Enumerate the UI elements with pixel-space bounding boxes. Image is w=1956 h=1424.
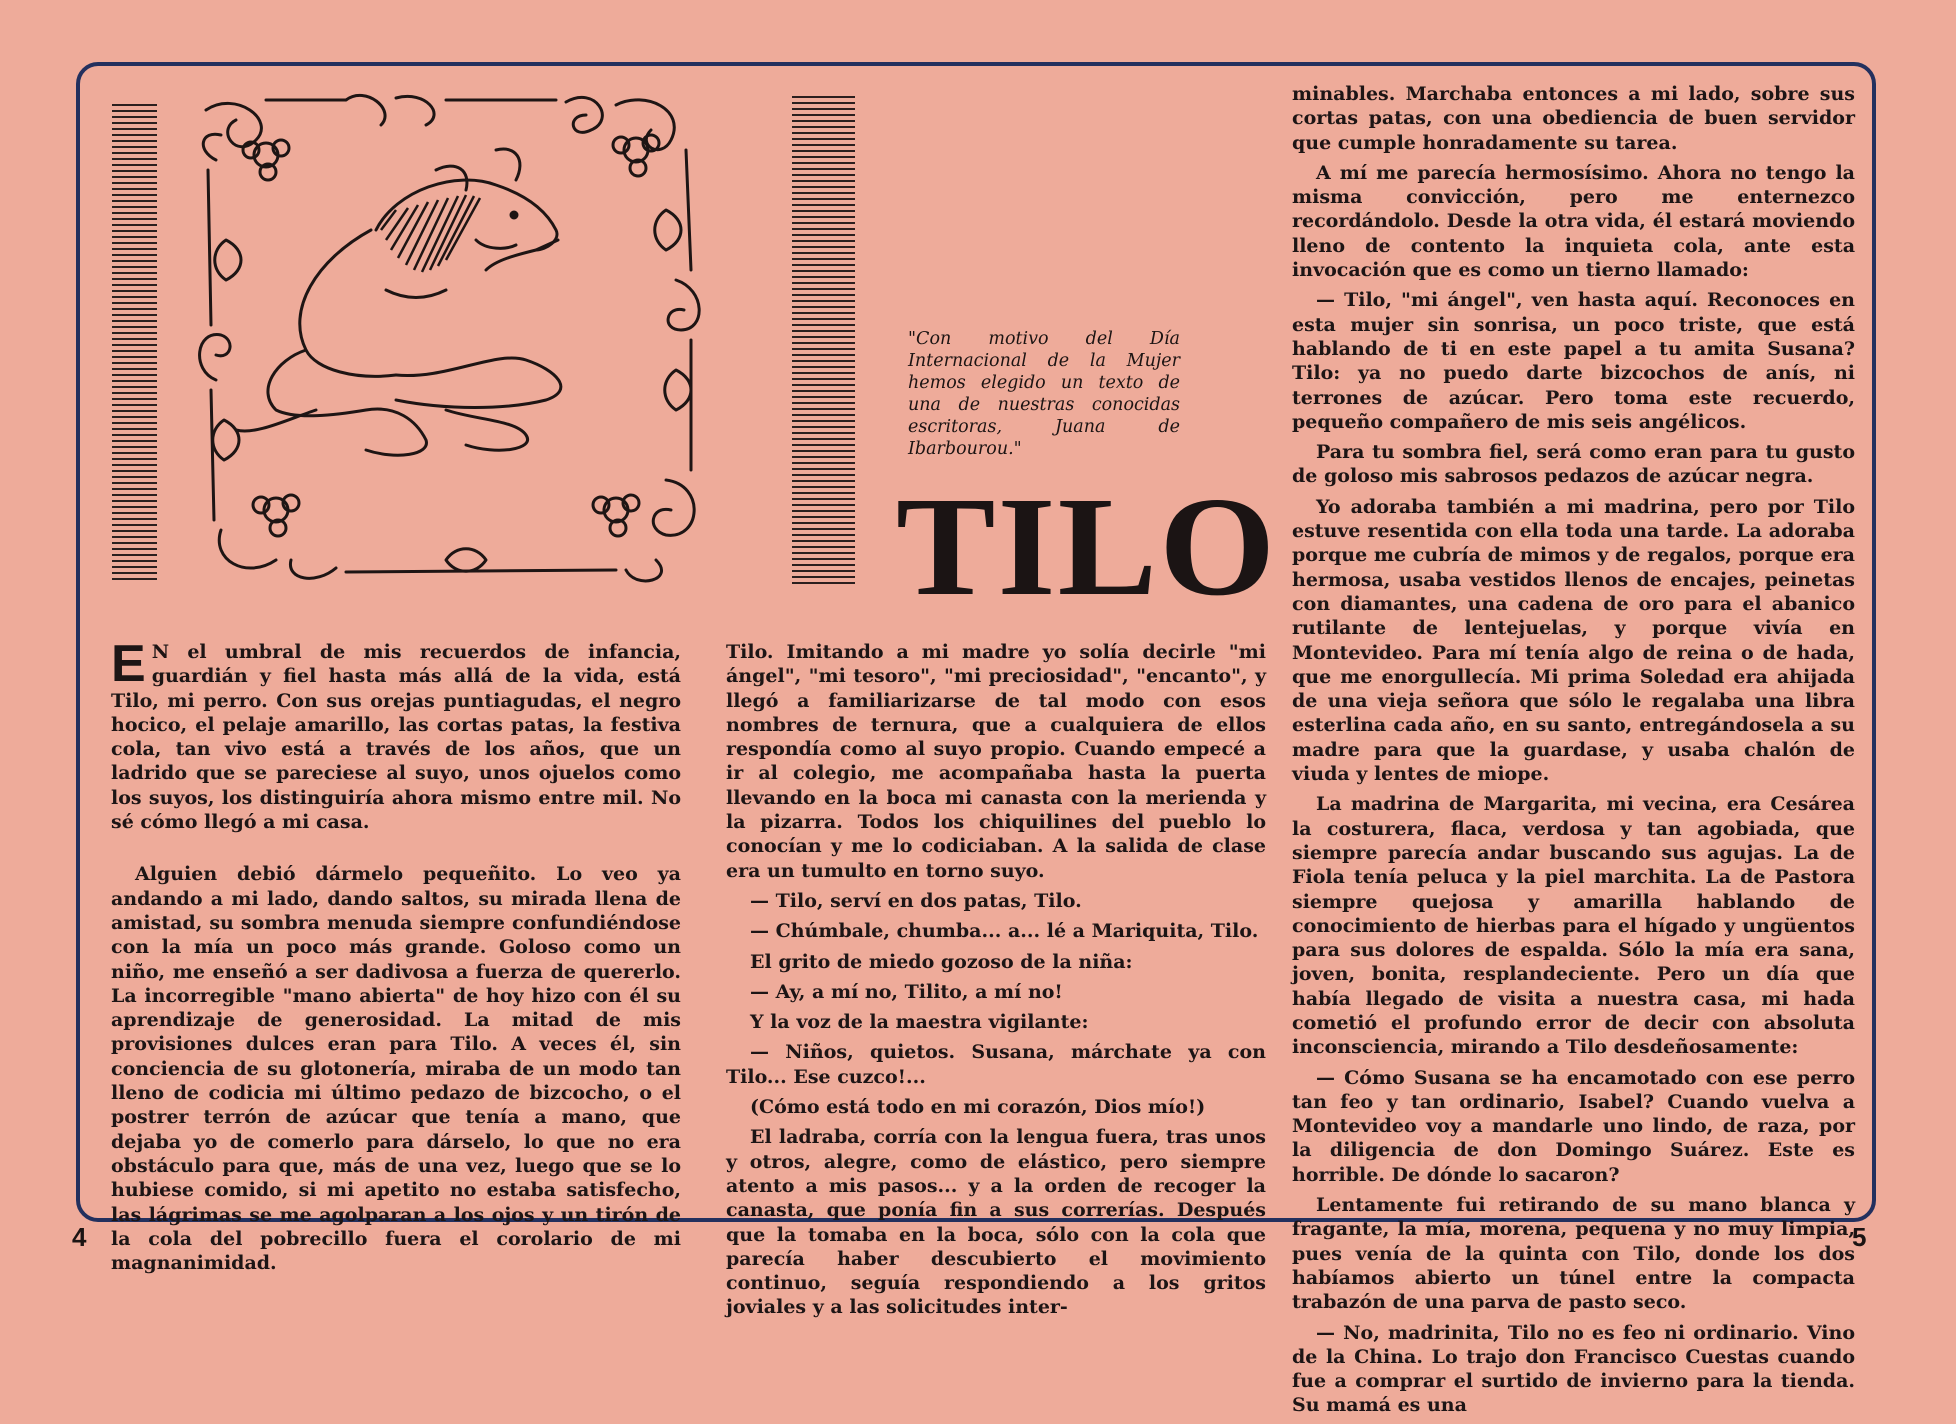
paragraph: A mí me parecía hermosísimo. Ahora no tengo la misma convicción, pero me enternezco recordándolo. Desde la otra vida, él estará moviendo lleno de contento la inquieta cola, ante esta invocación que es como un tierno llamado:	[1292, 161, 1855, 282]
paragraph: El ladraba, corría con la lengua fuera, tras unos y otros, alegre, como de elástico, pero siempre atento a mis pasos... y a la orden de recoger la canasta, que ponía fin a sus correrías. Después que la tomaba en la boca, sólo con la cola que parecía haber descubierto el movimiento continuo, seguía respondiendo a los gritos joviales y a las solicitudes inter-	[726, 1126, 1266, 1319]
paragraph: Para tu sombra fiel, será como eran para tu gusto de goloso mis sabrosos pedazos de azúcar negra.	[1292, 441, 1855, 488]
page-number-right: 5	[1852, 1222, 1867, 1252]
paragraph: Lentamente fui retirando de su mano blanca y fragante, la mía, morena, pequena y no muy limpia, pues venía de la quinta con Tilo, donde los dos habíamos abierto un túnel entre la compacta trabazón de una parva de pasto seco.	[1292, 1194, 1855, 1314]
paragraph: — Niños, quietos. Susana, márchate ya con Tilo... Ese cuzco!...	[726, 1041, 1266, 1088]
paragraph: Yo adoraba también a mi madrina, pero por Tilo estuve resentida con ella toda una tarde. La adoraba porque me cubría de mimos y de regalos, porque era hermosa, usaba vestidos llenos de encajes, peinetas con diamantes, una cadena de oro para el abanico rutilante de lentejuelas, y porque vivía en Montevideo. Para mí tenía algo de reina o de hada, que me enorgullecía. Mi prima Soledad era ahijada de una vieja señora que sólo le regalaba una libra esterlina cada año, en su santo, entregándosela a su madre para que la guardase, y usaba chalón de viuda y lentes de miope.	[1292, 495, 1855, 786]
paragraph: minables. Marchaba entonces a mi lado, sobre sus cortas patas, con una obediencia de buen servidor que cumple honradamente su tarea.	[1292, 83, 1855, 154]
dog-illustration-icon	[196, 90, 716, 590]
article-title: TILO	[896, 467, 1278, 625]
page-number-left: 4	[72, 1222, 87, 1252]
paragraph: Alguien debió dármelo pequeñito. Lo veo ya andando a mi lado, dando saltos, su mirada llena de amistad, su sombra menuda siempre confundiéndose con la mía un poco más grande. Goloso como un niño, me enseñó a ser dadivosa a fuerza de quererlo. La incorregible "mano abierta" de hoy hizo con él su aprendizaje de generosidad. La mitad de mis provisiones dulces eran para Tilo. A veces él, sin conciencia de su glotonería, miraba de un modo tan lleno de codicia mi último pedazo de bizcocho, o el postrer terrón de azúcar que tenía a mano, que dejaba yo de comerlo para dárselo, lo que no era obstáculo para que, más de una vez, luego que se lo hubiese comido, si mi apetito no estaba satisfecho, las lágrimas se me agolparan a los ojos y un tirón de la cola del pobrecillo fuera el corolario de mi magnanimidad.	[111, 863, 681, 1275]
paragraph: — Chúmbale, chumba... a... lé a Mariquita, Tilo.	[750, 920, 1259, 943]
dropcap: E	[111, 635, 146, 693]
paragraph: El grito de miedo gozoso de la niña:	[750, 950, 1133, 973]
text-column-1	[111, 635, 681, 1281]
intro-quote: "Con motivo del Día Internacional de la Mujer hemos elegido un texto de una de nuestras conocidas escritoras, Juana de Ibarbourou."	[908, 329, 1180, 459]
hatch-ornament-right	[792, 96, 882, 584]
paragraph: — No, madrinita, Tilo no es feo ni ordinario. Vino de la China. Lo trajo don Francisco Cuestas cuando fue a comprar el surtido de invierno para la tienda. Su mamá es una	[1292, 1321, 1855, 1417]
paragraph: N el umbral de mis recuerdos de infancia, guardián y fiel hasta más allá de la vida, está Tilo, mi perro. Con sus orejas puntiagudas, el negro hocico, el pelaje amarillo, las cortas patas, la festiva cola, tan vivo está a través de los años, que un ladrido que se pareciese al suyo, unos ojuelos como los suyos, los distinguiría ahora mismo entre mil. No sé cómo llegó a mi casa.	[111, 641, 681, 834]
paragraph: La madrina de Margarita, mi vecina, era Cesárea la costurera, flaca, verdosa y tan agobiada, que siempre parecía andar buscando sus agujas. La de Fiola tenía peluca y la piel marchita. La de Pastora siempre quejosa y amarilla hablando de conocimiento de hierbas para el hígado y ungüentos para sus dolores de espalda. Sólo la mía era sana, joven, bonita, resplandeciente. Pero un día que había llegado de visita a nuestra casa, mi hada cometió el profundo error de decir con absoluta inconsciencia, mirando a Tilo desdeñosamente:	[1292, 793, 1855, 1059]
hatch-ornament-left	[112, 100, 176, 580]
paragraph: — Ay, a mí no, Tilito, a mí no!	[750, 980, 1063, 1003]
paragraph: — Cómo Susana se ha encamotado con ese perro tan feo y tan ordinario, Isabel? Cuando vuelva a Montevideo voy a mandarle uno lindo, de raza, por la diligencia de don Domingo Suárez. Este es horrible. De dónde lo sacaron?	[1292, 1066, 1855, 1186]
paragraph: — Tilo, serví en dos patas, Tilo.	[750, 889, 1082, 912]
text-column-3	[1292, 82, 1855, 1424]
paragraph: — Tilo, "mi ángel", ven hasta aquí. Reconoces en esta mujer sin sonrisa, un poco triste, que está hablando de ti en este papel a tu amita Susana? Tilo: ya no puedo darte bizcochos de anís, ni terrones de azúcar. Pero toma este recuerdo, pequeño compañero de mis seis angélicos.	[1292, 289, 1855, 433]
paragraph: Tilo. Imitando a mi madre yo solía decirle "mi ángel", "mi tesoro", "mi preciosidad", "encanto", y llegó a familiarizarse de tal modo con esos nombres de ternura, que a cualquiera de ellos respondía como al suyo propio. Cuando empecé a ir al colegio, me acompañaba hasta la puerta llevando en la boca mi canasta con la merienda y la pizarra. Todos los chiquilines del pueblo lo conocían y me lo codiciaban. A la salida de clase era un tumulto en torno suyo.	[726, 641, 1266, 882]
paragraph: (Cómo está todo en mi corazón, Dios mío!)	[750, 1096, 1206, 1119]
text-column-2	[726, 640, 1266, 1326]
paragraph: Y la voz de la maestra vigilante:	[750, 1011, 1089, 1034]
